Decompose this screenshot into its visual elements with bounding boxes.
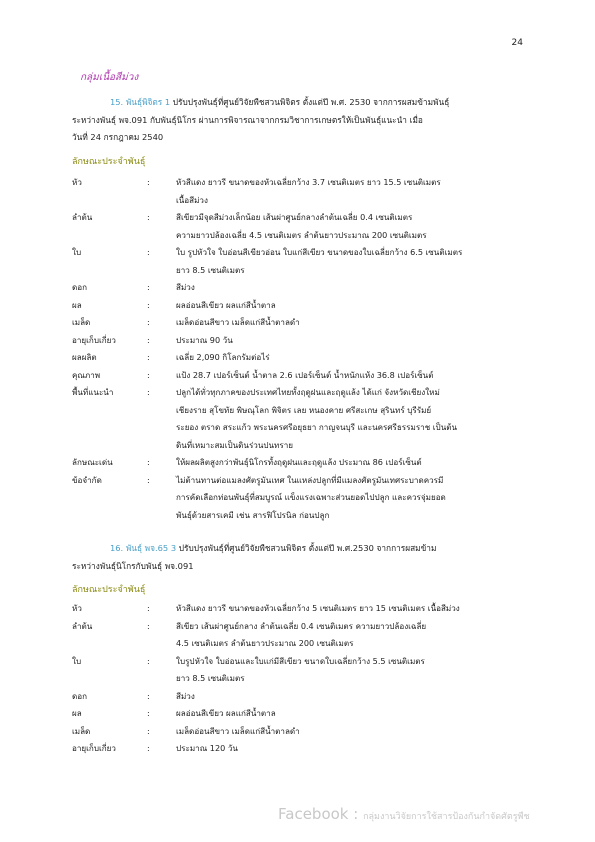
variety2-intro [72, 540, 524, 575]
characteristic-value [176, 314, 532, 332]
characteristic-label: คุณภาพ [72, 369, 101, 380]
characteristic-colon: : [147, 725, 150, 736]
characteristic-value-line: เนื้อสีม่วง [176, 194, 208, 205]
characteristic-value [176, 723, 532, 741]
characteristic-row [72, 244, 532, 279]
characteristic-value-line: เมล็ดอ่อนสีขาว เมล็ดแก่สีน้ำตาลดำ [176, 725, 300, 736]
characteristic-value-line: สีเขียว เส้นผ่าศูนย์กลาง ลำต้นเฉลี่ย 0.4 เซนติเมตร ความยาวปล้องเฉลี่ย [176, 620, 427, 631]
characteristic-value [176, 244, 532, 279]
characteristic-label: ดอก [72, 690, 88, 701]
characteristic-row [72, 454, 532, 472]
characteristic-row [72, 297, 532, 315]
characteristic-value [176, 384, 532, 454]
characteristic-label: ผลผลิต [72, 352, 97, 362]
characteristic-value-line: เฉลี่ย 2,090 กิโลกรัมต่อไร่ [176, 352, 270, 362]
characteristic-colon: : [147, 212, 150, 222]
characteristic-label: ผล [72, 299, 82, 310]
characteristic-colon: : [147, 177, 150, 187]
characteristic-value-line: ความยาวปล้องเฉลี่ย 4.5 เซนติเมตร ลำต้นยาวประมาณ 200 เซนติเมตร [176, 229, 427, 240]
characteristic-row [72, 174, 532, 209]
characteristic-label: ลำต้น [72, 212, 93, 222]
variety1-intro-line2: ระหว่างพันธุ์ พจ.091 กับพันธุ์นิโกร ผ่านการพิจารณาจากกรมวิชาการเกษตรให้เป็นพันธุ์แนะนำ เมื่อ [72, 114, 423, 125]
footer-facebook [278, 804, 530, 823]
characteristic-row [72, 384, 532, 454]
characteristic-value [176, 600, 532, 618]
characteristic-value-line: หัวสีแดง ยาวรี ขนาดของหัวเฉลี่ยกว้าง 5 เซนติเมตร ยาว 15 เซนติเมตร เนื้อสีม่วง [176, 603, 460, 613]
characteristic-value [176, 174, 532, 209]
characteristic-value [176, 472, 532, 525]
characteristic-value-line: ยาว 8.5 เซนติเมตร [176, 264, 245, 275]
characteristic-value-line: 4.5 เซนติเมตร ลำต้นยาวประมาณ 200 เซนติเมตร [176, 638, 354, 648]
characteristic-label: พื้นที่แนะนำ [72, 387, 114, 397]
characteristic-value-line: ประมาณ 90 วัน [176, 334, 233, 345]
characteristic-value-line: สีม่วง [176, 282, 195, 292]
characteristic-row [72, 209, 532, 244]
page-number: 24 [511, 38, 523, 48]
characteristic-colon: : [147, 708, 150, 718]
characteristic-value-line: สีเขียวมีจุดสีม่วงเล็กน้อย เส้นผ่าศูนย์กลางลำต้นเฉลี่ย 0.4 เซนติเมตร [176, 212, 413, 222]
characteristic-value-line: พันธุ์ด้วยสารเคมี เช่น สารฟิโปรนิล ก่อนปลูก [176, 509, 330, 520]
characteristic-colon: : [147, 317, 150, 327]
characteristic-value [176, 653, 532, 688]
facebook-label: Facebook : [278, 805, 364, 823]
characteristic-value-line: แป้ง 28.7 เปอร์เซ็นต์ น้ำตาล 2.6 เปอร์เซ็นต์ น้ำหนักแห้ง 36.8 เปอร์เซ็นต์ [176, 369, 434, 380]
characteristic-value [176, 740, 532, 758]
variety1-characteristics [72, 174, 532, 524]
characteristic-value [176, 705, 532, 723]
characteristic-colon: : [147, 655, 150, 666]
characteristic-value-line: สีม่วง [176, 690, 195, 701]
variety2-name: 16. พันธุ์ พจ.65 3 [110, 543, 177, 553]
variety2-section-heading: ลักษณะประจำพันธุ์ [72, 585, 146, 595]
characteristic-value-line: เมล็ดอ่อนสีขาว เมล็ดแก่สีน้ำตาลดำ [176, 317, 300, 327]
characteristic-value [176, 279, 532, 297]
characteristic-colon: : [147, 457, 150, 467]
characteristic-value [176, 688, 532, 706]
characteristic-label: หัว [72, 177, 82, 187]
characteristic-label: อายุเก็บเกี่ยว [72, 334, 116, 345]
characteristic-value-line: ปลูกได้ทั่วทุกภาคของประเทศไทยทั้งฤดูฝนและฤดูแล้ง ได้แก่ จังหวัดเชียงใหม่ [176, 387, 440, 397]
group-heading: กลุ่มเนื้อสีม่วง [80, 72, 139, 83]
characteristic-row [72, 367, 532, 385]
variety1-section-heading: ลักษณะประจำพันธุ์ [72, 157, 146, 167]
characteristic-value-line: การคัดเลือกท่อนพันธุ์ที่สมบูรณ์ แข็งแรงเฉพาะส่วนยอดไปปลูก และควรจุ่มยอด [176, 492, 446, 502]
characteristic-row [72, 472, 532, 525]
characteristic-row [72, 653, 532, 688]
characteristic-value [176, 618, 532, 653]
characteristic-colon: : [147, 282, 150, 292]
characteristic-value [176, 297, 532, 315]
characteristic-colon: : [147, 387, 150, 397]
facebook-page-name: กลุ่มงานวิจัยการใช้สารป้องกันกำจัดศัตรูพืช [363, 812, 530, 822]
variety2-characteristics [72, 600, 532, 758]
characteristic-value [176, 349, 532, 367]
characteristic-value [176, 332, 532, 350]
characteristic-value-line: ใบ รูปหัวใจ ใบอ่อนสีเขียวอ่อน ใบแก่สีเขียว ขนาดของใบเฉลี่ยกว้าง 6.5 เซนติเมตร [176, 247, 463, 257]
characteristic-value-line: ไม่ต้านทานต่อแมลงศัตรูมันเทศ ในแหล่งปลูกที่มีแมลงศัตรูมันเทศระบาดควรมี [176, 474, 444, 485]
characteristic-label: หัว [72, 603, 82, 613]
characteristic-label: ผล [72, 708, 82, 718]
characteristic-row [72, 314, 532, 332]
characteristic-value-line: ระยอง ตราด สระแก้ว พระนครศรีอยุธยา กาญจนบุรี และนครศรีธรรมราช เป็นต้น [176, 422, 458, 432]
characteristic-row [72, 332, 532, 350]
characteristic-label: อายุเก็บเกี่ยว [72, 743, 116, 753]
characteristic-row [72, 279, 532, 297]
characteristic-value-line: ใบรูปหัวใจ ใบอ่อนและใบแก่มีสีเขียว ขนาดใบเฉลี่ยกว้าง 5.5 เซนติเมตร [176, 655, 425, 666]
characteristic-colon: : [147, 334, 150, 345]
characteristic-colon: : [147, 352, 150, 362]
characteristic-row [72, 723, 532, 741]
characteristic-label: ข้อจำกัด [72, 474, 102, 485]
characteristic-row [72, 349, 532, 367]
characteristic-value [176, 367, 532, 385]
variety1-name: 15. พันธุ์พิจิตร 1 [110, 97, 171, 107]
characteristic-row [72, 705, 532, 723]
characteristic-value-line: ผลอ่อนสีเขียว ผลแก่สีน้ำตาล [176, 299, 276, 310]
variety1-intro-line1 [72, 94, 524, 112]
variety1-intro-line3: วันที่ 24 กรกฎาคม 2540 [72, 132, 164, 142]
characteristic-value-line: เชียงราย สุโขทัย พิษณุโลก พิจิตร เลย หนองคาย ศรีสะเกษ สุรินทร์ บุรีรัมย์ [176, 404, 432, 415]
characteristic-value [176, 454, 532, 472]
characteristic-colon: : [147, 299, 150, 310]
characteristic-colon: : [147, 474, 150, 485]
characteristic-value-line: ดินที่เหมาะสมเป็นดินร่วนปนทราย [176, 439, 294, 450]
variety2-intro-line1-rest: ปรับปรุงพันธุ์ที่ศูนย์วิจัยพืชสวนพิจิตร ตั้งแต่ปี พ.ศ.2530 จากการผสมข้าม [176, 543, 437, 553]
variety1-intro [72, 94, 524, 147]
characteristic-row [72, 600, 532, 618]
characteristic-row [72, 688, 532, 706]
characteristic-row [72, 618, 532, 653]
variety2-intro-line2: ระหว่างพันธุ์นิโกรกับพันธุ์ พจ.091 [72, 560, 194, 571]
characteristic-row [72, 740, 532, 758]
characteristic-label: เมล็ด [72, 725, 91, 736]
characteristic-value-line: ให้ผลผลิตสูงกว่าพันธุ์นิโกรทั้งฤดูฝนและฤดูแล้ง ประมาณ 86 เปอร์เซ็นต์ [176, 457, 422, 467]
characteristic-label: ใบ [72, 247, 82, 257]
characteristic-colon: : [147, 743, 150, 753]
characteristic-label: ลำต้น [72, 620, 93, 631]
characteristic-label: ใบ [72, 655, 82, 666]
characteristic-label: ดอก [72, 282, 88, 292]
characteristic-colon: : [147, 369, 150, 380]
characteristic-value-line: ประมาณ 120 วัน [176, 743, 238, 753]
variety1-intro-line1-rest: ปรับปรุงพันธุ์ที่ศูนย์วิจัยพืชสวนพิจิตร ตั้งแต่ปี พ.ศ. 2530 จากการผสมข้ามพันธุ์ [170, 97, 450, 107]
characteristic-colon: : [147, 603, 150, 613]
characteristic-value-line: ผลอ่อนสีเขียว ผลแก่สีน้ำตาล [176, 708, 276, 718]
characteristic-colon: : [147, 247, 150, 257]
characteristic-value [176, 209, 532, 244]
characteristic-label: ลักษณะเด่น [72, 457, 113, 467]
characteristic-value-line: หัวสีแดง ยาวรี ขนาดของหัวเฉลี่ยกว้าง 3.7 เซนติเมตร ยาว 15.5 เซนติเมตร [176, 177, 441, 187]
characteristic-value-line: ยาว 8.5 เซนติเมตร [176, 673, 245, 683]
variety2-intro-line1 [72, 540, 524, 558]
characteristic-colon: : [147, 620, 150, 631]
characteristic-label: เมล็ด [72, 317, 91, 327]
characteristic-colon: : [147, 690, 150, 701]
